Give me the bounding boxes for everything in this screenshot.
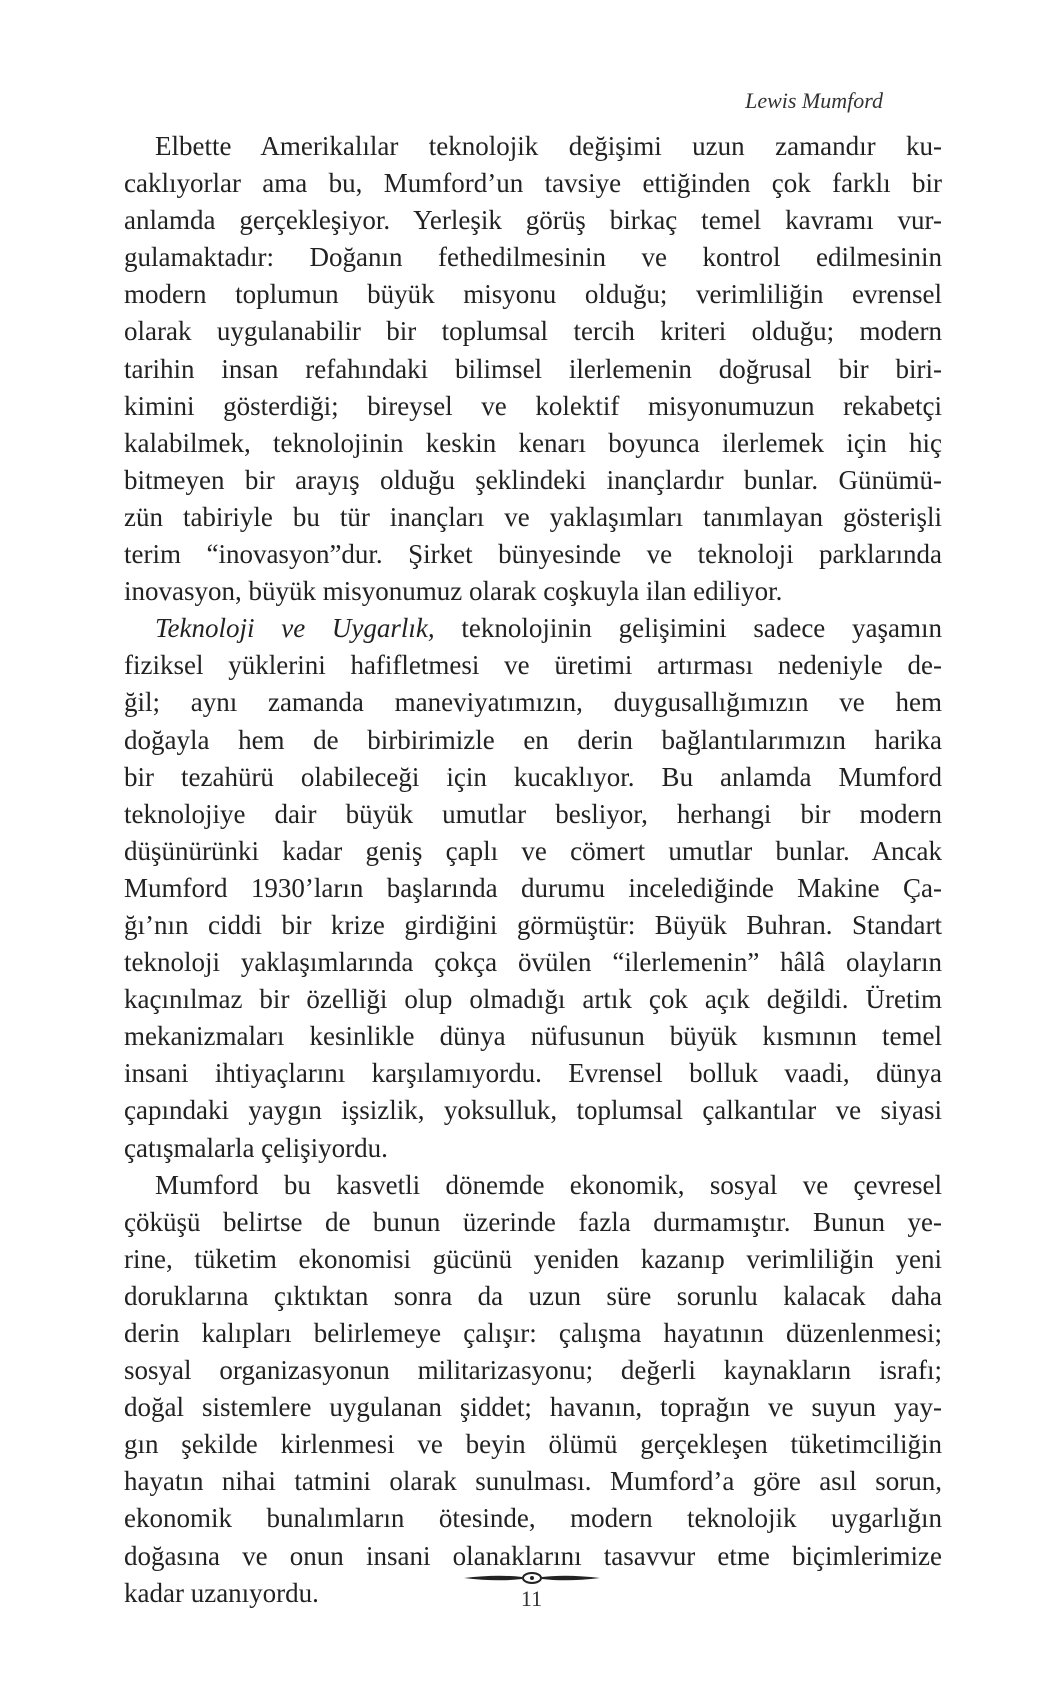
paragraph-line: inovasyon, büyük misyonumuz olarak coşkuyla ilan ediliyor. [124,576,783,607]
paragraph-line: bir tezahürü olabileceği için kucaklıyor. Bu anlamda Mumford [124,761,942,792]
paragraph-line-rest: teknolojinin gelişimini sadece yaşamın [434,613,942,644]
paragraph-line: doğasına ve onun insani olanaklarını tasavvur etme biçimlerimize [124,1540,942,1571]
running-header: Lewis Mumford [745,88,883,113]
paragraph-line: düşünürünki kadar geniş çaplı ve cömert umutlar bunlar. Ancak [124,835,942,866]
paragraph-line: gulamaktadır: Doğanın fethedilmesinin ve kontrol edilmesinin [124,242,942,273]
paragraph-line: Mumford bu kasvetli dönemde ekonomik, sosyal ve çevresel [155,1169,942,1200]
paragraph-line: doruklarına çıktıktan sonra da uzun süre sorunlu kalacak daha [124,1280,942,1311]
paragraph-line: kadar uzanıyordu. [124,1577,319,1608]
body-text [124,128,942,1612]
paragraph-line: modern toplumun büyük misyonu olduğu; verimliliğin evrensel [124,279,942,310]
paragraph-line: zün tabiriyle bu tür inançları ve yaklaşımları tanımlayan gösterişli [124,501,942,532]
paragraph-line: insani ihtiyaçlarını karşılamıyordu. Evrensel bolluk vaadi, dünya [124,1058,942,1089]
paragraph-line: kalabilmek, teknolojinin keskin kenarı boyunca ilerlemek için hiç [124,427,942,458]
paragraph-line: teknolojiye dair büyük umutlar besliyor, herhangi bir modern [124,798,942,829]
paragraph-line: bitmeyen bir arayış olduğu şeklindeki inançlardır bunlar. Günümü- [124,464,942,495]
page-number: 11 [520,1586,543,1611]
paragraph-line: doğayla hem de birbirimizle en derin bağlantılarımızın harika [124,724,942,755]
paragraph-line: ğil; aynı zamanda maneviyatımızın, duygusallığımızın ve hem [124,687,942,718]
paragraph-line: teknoloji yaklaşımlarında çokça övülen “ilerlemenin” hâlâ olayların [124,947,942,978]
paragraph-line: hayatın nihai tatmini olarak sunulması. Mumford’a göre asıl sorun, [124,1466,942,1497]
paragraph-line: Elbette Amerikalılar teknolojik değişimi uzun zamandır ku- [155,131,942,161]
paragraph-line: tarihin insan refahındaki bilimsel ilerlemenin doğrusal bir biri- [124,353,942,384]
paragraph-line: çatışmalarla çelişiyordu. [124,1132,388,1163]
paragraph-line: ğı’nın ciddi bir krize girdiğini görmüştür: Büyük Buhran. Standart [124,909,942,940]
paragraph-line: çöküşü belirtse de bunun üzerinde fazla durmamıştır. Bunun ye- [124,1206,942,1237]
paragraph-line: rine, tüketim ekonomisi gücünü yeniden kazanıp verimliliğin yeni [124,1243,942,1274]
paragraph-line: anlamda gerçekleşiyor. Yerleşik görüş birkaç temel kavramı vur- [124,205,942,236]
paragraph-line [124,610,942,647]
paragraph-line: olarak uygulanabilir bir toplumsal tercih kriteri olduğu; modern [124,316,942,347]
paragraph-line: ekonomik bunalımların ötesinde, modern teknolojik uygarlığın [124,1503,942,1534]
book-title-italic: Teknoloji ve Uygarlık, [155,613,435,644]
paragraph-line: kimini gösterdiği; bireysel ve kolektif misyonumuzun rekabetçi [124,390,942,421]
paragraph-line: fiziksel yüklerini hafifletmesi ve üretimi artırması nedeniyle de- [124,650,942,681]
ornament-divider-icon [462,1570,602,1586]
paragraph-line: mekanizmaları kesinlikle dünya nüfusunun büyük kısmının temel [124,1021,942,1052]
paragraph-line: Mumford 1930’ların başlarında durumu incelediğinde Makine Ça- [124,872,942,903]
paragraph-line: gın şekilde kirlenmesi ve beyin ölümü gerçekleşen tüketimciliğin [124,1429,942,1460]
paragraph-line: derin kalıpları belirlemeye çalışır: çalışma hayatının düzenlenmesi; [124,1318,942,1348]
paragraph-line: terim “inovasyon”dur. Şirket bünyesinde ve teknoloji parklarında [124,539,942,570]
paragraph-line: çapındaki yaygın işsizlik, yoksulluk, toplumsal çalkantılar ve siyasi [124,1095,942,1126]
paragraph-line: kaçınılmaz bir özelliği olup olmadığı artık çok açık değildi. Üretim [124,984,942,1015]
paragraph-line: sosyal organizasyonun militarizasyonu; değerli kaynakların israfı; [124,1355,942,1386]
paragraph-line: doğal sistemlere uygulanan şiddet; havanın, toprağın ve suyun yay- [124,1392,942,1423]
paragraph-line: caklıyorlar ama bu, Mumford’un tavsiye ettiğinden çok farklı bir [124,168,942,199]
